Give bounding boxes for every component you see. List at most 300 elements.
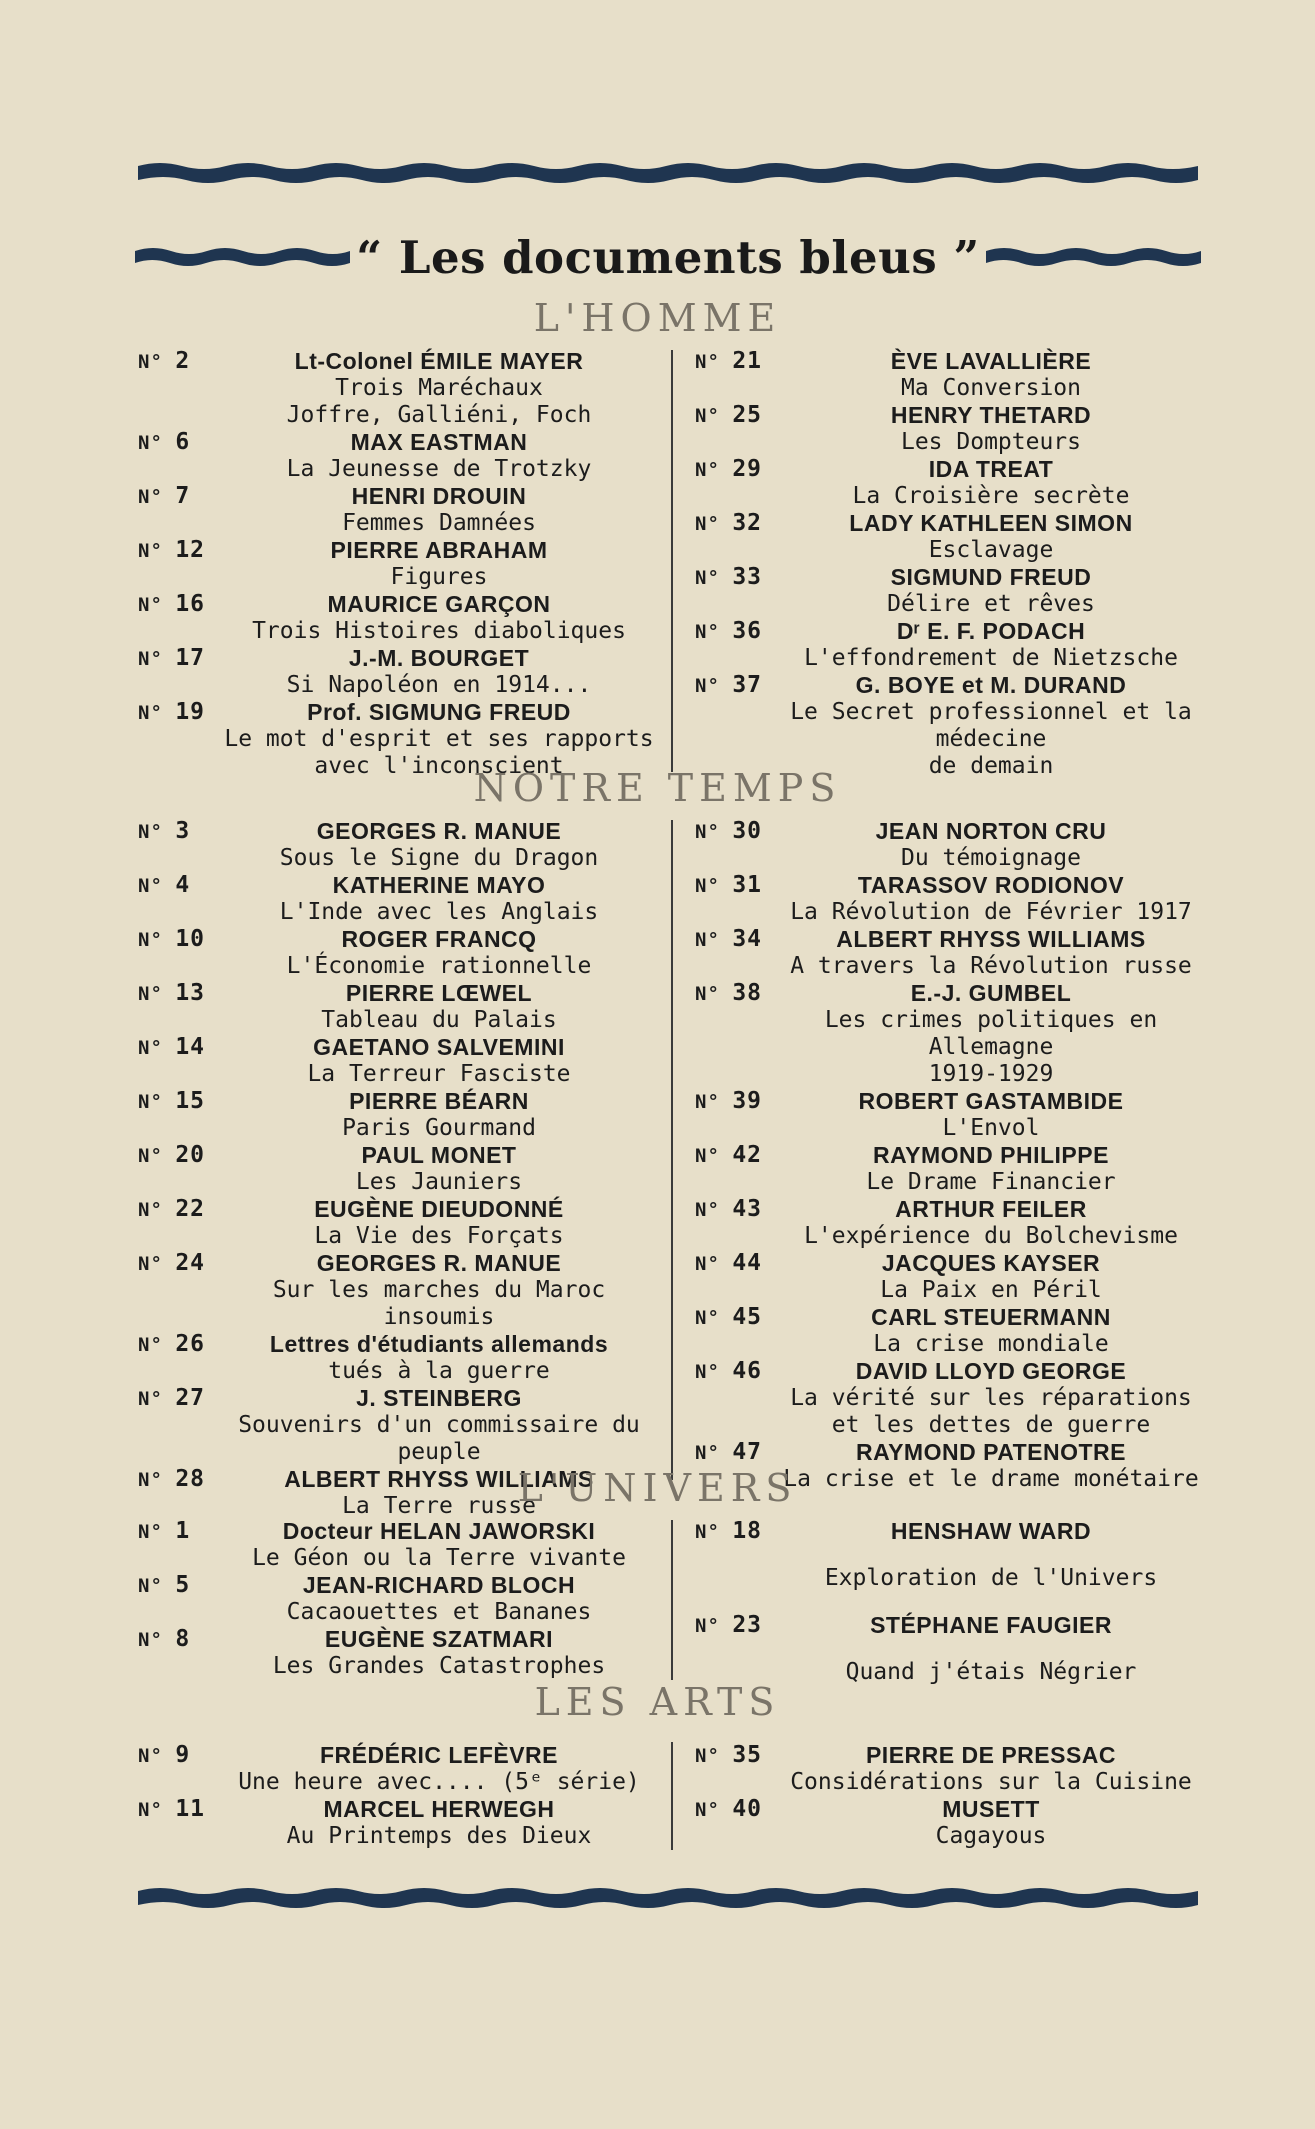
entry-body (220, 591, 658, 645)
entry-title: L'Économie rationnelle (286, 953, 592, 979)
entry-body (777, 402, 1205, 456)
entry-number-value: 9 (175, 1742, 191, 1768)
section-heading: L'UNIVERS (517, 1466, 798, 1510)
number-prefix: N° (695, 1145, 733, 1167)
catalog-column-right (695, 1742, 1205, 1850)
number-prefix: N° (138, 1145, 176, 1167)
entry-body (777, 1358, 1205, 1439)
entry-title: Souvenirs d'un commissaire du peuple (238, 1412, 640, 1465)
catalog-entry (695, 818, 1205, 872)
entry-author: CARL STEUERMANN (871, 1304, 1111, 1330)
entry-body (777, 1304, 1205, 1358)
entry-author: SIGMUND FREUD (890, 564, 1092, 590)
entry-title: Une heure avec.... (5ᵉ série) (238, 1769, 640, 1795)
entry-number (138, 1626, 220, 1680)
entry-title: Le Géon ou la Terre vivante (252, 1545, 626, 1571)
number-prefix: N° (138, 1629, 176, 1651)
entry-body (777, 564, 1205, 618)
number-prefix: N° (138, 875, 176, 897)
entry-author: Docteur HELAN JAWORSKI (282, 1518, 596, 1544)
number-prefix: N° (138, 1799, 176, 1821)
entry-author: LADY KATHLEEN SIMON (849, 510, 1133, 536)
number-prefix: N° (695, 929, 733, 951)
entry-title: L'Envol (942, 1115, 1040, 1141)
number-prefix: N° (138, 1334, 176, 1356)
catalog-entry (138, 980, 658, 1034)
entry-author: HENRI DROUIN (351, 483, 527, 509)
entry-author: ROGER FRANCQ (341, 926, 537, 952)
number-prefix: N° (695, 675, 733, 697)
entry-author: Prof. SIGMUNG FREUD (307, 699, 571, 725)
catalog-entry (695, 672, 1205, 780)
number-prefix: N° (695, 875, 733, 897)
entry-author: ALBERT RHYSS WILLIAMS (284, 1466, 594, 1492)
number-prefix: N° (138, 648, 176, 670)
entry-number (695, 456, 777, 510)
entry-title: Du témoignage (900, 845, 1081, 871)
entry-number-value: 36 (732, 618, 763, 644)
number-prefix: N° (138, 1575, 176, 1597)
entry-number-value: 38 (732, 980, 763, 1006)
entry-number-value: 44 (732, 1250, 763, 1276)
entry-number (695, 926, 777, 980)
entry-number-value: 11 (175, 1796, 206, 1822)
entry-author: GEORGES R. MANUE (316, 818, 562, 844)
entry-number-value: 19 (175, 699, 206, 725)
title-right-wave (986, 245, 1201, 269)
entry-number-value: 40 (732, 1796, 763, 1822)
entry-number (695, 672, 777, 780)
entry-number-value: 25 (732, 402, 763, 428)
entry-author: ÈVE LAVALLIÈRE (890, 348, 1092, 374)
number-prefix: N° (695, 1799, 733, 1821)
catalog-entry (695, 1358, 1205, 1439)
catalog-column-right (695, 818, 1205, 1493)
entry-body (220, 1331, 658, 1385)
catalog-entry (695, 1142, 1205, 1196)
entry-author: Lettres d'étudiants allemands (269, 1331, 609, 1357)
entry-author: JACQUES KAYSER (881, 1250, 1101, 1276)
entry-number-value: 22 (175, 1196, 206, 1222)
number-prefix: N° (695, 513, 733, 535)
entry-title: Le Secret professionnel et la médecine de demain (790, 699, 1192, 779)
entry-body (220, 1572, 658, 1626)
entry-body (777, 1796, 1205, 1850)
entry-author: ROBERT GASTAMBIDE (858, 1088, 1124, 1114)
entry-number-value: 10 (175, 926, 206, 952)
entry-number-value: 18 (732, 1518, 763, 1544)
entry-author: Lt-Colonel ÉMILE MAYER (294, 348, 584, 374)
entry-author: E.-J. GUMBEL (910, 980, 1072, 1006)
entry-body (777, 510, 1205, 564)
entry-number-value: 14 (175, 1034, 206, 1060)
entry-author: MAURICE GARÇON (327, 591, 551, 617)
entry-author: STÉPHANE FAUGIER (870, 1612, 1112, 1638)
entry-title: La vérité sur les réparations et les dettes de guerre (790, 1385, 1192, 1438)
entry-number (695, 564, 777, 618)
entry-author: ARTHUR FEILER (895, 1196, 1087, 1222)
entry-author: PIERRE LŒWEL (345, 980, 533, 1006)
entry-title: Sur les marches du Maroc insoumis (272, 1277, 606, 1330)
entry-number-value: 37 (732, 672, 763, 698)
entry-number-value: 12 (175, 537, 206, 563)
catalog-entry (138, 1142, 658, 1196)
catalog-entry (695, 618, 1205, 672)
entry-number-value: 26 (175, 1331, 206, 1357)
catalog-column-left (138, 348, 658, 780)
entry-number-value: 16 (175, 591, 206, 617)
entry-number-value: 27 (175, 1385, 206, 1411)
entry-number-value: 46 (732, 1358, 763, 1384)
number-prefix: N° (138, 1037, 176, 1059)
number-prefix: N° (695, 459, 733, 481)
entry-number (695, 348, 777, 402)
catalog-entry (138, 1626, 658, 1680)
entry-author: J. STEINBERG (356, 1385, 522, 1411)
entry-number-value: 5 (175, 1572, 191, 1598)
catalog-entry (695, 510, 1205, 564)
entry-body (777, 872, 1205, 926)
number-prefix: N° (138, 540, 176, 562)
entry-number (695, 1518, 777, 1592)
entry-title: La Paix en Péril (880, 1277, 1102, 1303)
catalog-entry (138, 591, 658, 645)
catalog-entry (695, 402, 1205, 456)
entry-body (777, 1612, 1205, 1686)
section-heading: LES ARTS (534, 1680, 781, 1724)
entry-body (220, 537, 658, 591)
entry-title: Cacaouettes et Bananes (286, 1599, 592, 1625)
entry-number-value: 6 (175, 429, 191, 455)
entry-number (695, 872, 777, 926)
entry-number-value: 42 (732, 1142, 763, 1168)
catalog-entry (138, 1034, 658, 1088)
number-prefix: N° (138, 929, 176, 951)
entry-title: La Jeunesse de Trotzky (286, 456, 592, 482)
title-left-wave (135, 245, 350, 269)
entry-body (220, 1196, 658, 1250)
entry-number (138, 1088, 220, 1142)
entry-body (777, 348, 1205, 402)
entry-title: Sous le Signe du Dragon (279, 845, 599, 871)
entry-body (777, 926, 1205, 980)
entry-number (695, 1088, 777, 1142)
entry-body (220, 872, 658, 926)
entry-number (695, 980, 777, 1088)
catalog-entry (138, 1088, 658, 1142)
entry-number-value: 3 (175, 818, 191, 844)
entry-number (138, 645, 220, 699)
entry-author: PIERRE BÉARN (349, 1088, 529, 1114)
catalog-entry (138, 1518, 658, 1572)
number-prefix: N° (138, 1388, 176, 1410)
number-prefix: N° (138, 594, 176, 616)
entry-body (777, 618, 1205, 672)
number-prefix: N° (138, 1521, 176, 1543)
entry-body (220, 1250, 658, 1331)
entry-title: La crise mondiale (873, 1331, 1109, 1357)
catalog-entry (138, 1196, 658, 1250)
number-prefix: N° (138, 702, 176, 724)
entry-author: RAYMOND PATENOTRE (855, 1439, 1127, 1465)
entry-title: tués à la guerre (328, 1358, 550, 1384)
number-prefix: N° (138, 351, 176, 373)
entry-number (138, 1572, 220, 1626)
entry-author: EUGÈNE DIEUDONNÉ (314, 1196, 564, 1222)
catalog-entry (695, 1796, 1205, 1850)
entry-body (220, 1034, 658, 1088)
number-prefix: N° (695, 1361, 733, 1383)
number-prefix: N° (138, 432, 176, 454)
entry-number (138, 980, 220, 1034)
entry-title: Les Jauniers (355, 1169, 523, 1195)
entry-body (777, 1196, 1205, 1250)
entry-number (138, 1250, 220, 1331)
entry-author: PAUL MONET (361, 1142, 517, 1168)
catalog-column-left (138, 1742, 658, 1850)
entry-number-value: 35 (732, 1742, 763, 1768)
entry-title: Les Grandes Catastrophes (272, 1653, 606, 1679)
entry-number (138, 872, 220, 926)
entry-title: L'expérience du Bolchevisme (804, 1223, 1178, 1249)
number-prefix: N° (138, 1253, 176, 1275)
catalog-entry (695, 1250, 1205, 1304)
number-prefix: N° (695, 1091, 733, 1113)
entry-title: La Vie des Forçats (314, 1223, 564, 1249)
entry-author: FRÉDÉRIC LEFÈVRE (319, 1742, 559, 1768)
entry-number (695, 1142, 777, 1196)
entry-number-value: 39 (732, 1088, 763, 1114)
entry-number-value: 8 (175, 1626, 191, 1652)
catalog-entry (138, 926, 658, 980)
entry-number-value: 13 (175, 980, 206, 1006)
entry-number-value: 45 (732, 1304, 763, 1330)
entry-author: JEAN-RICHARD BLOCH (302, 1572, 576, 1598)
entry-number (138, 483, 220, 537)
page-title: “ Les documents bleus ” (356, 230, 980, 284)
entry-number (695, 1358, 777, 1439)
entry-number (138, 1796, 220, 1850)
entry-title: La Terreur Fasciste (307, 1061, 571, 1087)
catalog-entry (138, 483, 658, 537)
entry-number (138, 1034, 220, 1088)
catalog-entry (695, 872, 1205, 926)
number-prefix: N° (138, 1199, 176, 1221)
entry-number (138, 537, 220, 591)
entry-number (695, 1612, 777, 1686)
number-prefix: N° (695, 405, 733, 427)
entry-author: GEORGES R. MANUE (316, 1250, 562, 1276)
catalog-column-right (695, 348, 1205, 780)
entry-title: La crise et le drame monétaire (783, 1466, 1199, 1492)
catalog-entry (695, 1612, 1205, 1686)
entry-body (777, 456, 1205, 510)
entry-number (138, 429, 220, 483)
section-heading: L'HOMME (533, 296, 782, 340)
entry-number (138, 1331, 220, 1385)
entry-title: Exploration de l'Univers (824, 1565, 1158, 1591)
catalog-entry (138, 872, 658, 926)
column-divider (671, 350, 673, 772)
number-prefix: N° (695, 1745, 733, 1767)
entry-title: L'effondrement de Nietzsche (804, 645, 1178, 671)
number-prefix: N° (695, 1442, 733, 1464)
entry-number-value: 47 (732, 1439, 763, 1465)
entry-title: Tableau du Palais (321, 1007, 557, 1033)
entry-author: MAX EASTMAN (350, 429, 528, 455)
entry-body (777, 1742, 1205, 1796)
entry-author: JEAN NORTON CRU (875, 818, 1107, 844)
entry-number (138, 1196, 220, 1250)
entry-body (220, 1796, 658, 1850)
entry-title: Le mot d'esprit et ses rapports avec l'inconscient (224, 726, 654, 779)
entry-body (220, 348, 658, 429)
number-prefix: N° (138, 1745, 176, 1767)
entry-number (695, 1304, 777, 1358)
catalog-entry (138, 1572, 658, 1626)
entry-author: MUSETT (942, 1796, 1040, 1822)
number-prefix: N° (695, 621, 733, 643)
entry-title: La Révolution de Février 1917 (790, 899, 1192, 925)
entry-number (695, 818, 777, 872)
entry-body (220, 1518, 658, 1572)
entry-title: La Croisière secrète (852, 483, 1130, 509)
entry-number (138, 1385, 220, 1466)
number-prefix: N° (695, 1307, 733, 1329)
top-wave-rule (138, 160, 1198, 186)
entry-number-value: 31 (732, 872, 763, 898)
entry-title: Délire et rêves (887, 591, 1095, 617)
entry-number-value: 15 (175, 1088, 206, 1114)
column-divider (671, 1520, 673, 1680)
entry-number (138, 1742, 220, 1796)
entry-title: Au Printemps des Dieux (286, 1823, 592, 1849)
number-prefix: N° (138, 486, 176, 508)
entry-author: GAETANO SALVEMINI (313, 1034, 565, 1060)
catalog-column-left (138, 1518, 658, 1680)
entry-number (695, 1742, 777, 1796)
entry-body (777, 818, 1205, 872)
entry-body (777, 1142, 1205, 1196)
entry-number (138, 1518, 220, 1572)
entry-number-value: 20 (175, 1142, 206, 1168)
number-prefix: N° (695, 821, 733, 843)
number-prefix: N° (695, 567, 733, 589)
title-row (135, 232, 1201, 282)
entry-body (220, 429, 658, 483)
entry-title: Si Napoléon en 1914... (286, 672, 592, 698)
entry-number (695, 1196, 777, 1250)
entry-author: HENRY THETARD (890, 402, 1092, 428)
section-heading: NOTRE TEMPS (473, 766, 842, 810)
entry-number (695, 510, 777, 564)
entry-body (777, 672, 1205, 780)
number-prefix: N° (138, 1469, 176, 1491)
catalog-entry (138, 348, 658, 429)
entry-body (220, 645, 658, 699)
entry-author: ALBERT RHYSS WILLIAMS (836, 926, 1146, 952)
entry-number-value: 30 (732, 818, 763, 844)
catalog-entry (138, 1250, 658, 1331)
catalog-entry (138, 537, 658, 591)
entry-number-value: 43 (732, 1196, 763, 1222)
entry-author: TARASSOV RODIONOV (857, 872, 1125, 898)
entry-number-value: 34 (732, 926, 763, 952)
entry-title: Trois Histoires diaboliques (252, 618, 626, 644)
entry-author: KATHERINE MAYO (332, 872, 546, 898)
entry-author: HENSHAW WARD (890, 1518, 1092, 1544)
catalog-entry (695, 1196, 1205, 1250)
catalog-entry (695, 1088, 1205, 1142)
entry-title: Paris Gourmand (342, 1115, 536, 1141)
entry-body (220, 1088, 658, 1142)
entry-body (777, 1250, 1205, 1304)
entry-body (220, 980, 658, 1034)
catalog-entry (695, 1518, 1205, 1592)
entry-body (220, 1142, 658, 1196)
entry-title: Le Drame Financier (866, 1169, 1116, 1195)
entry-title: La Terre russe (342, 1493, 536, 1519)
entry-number-value: 32 (732, 510, 763, 536)
entry-title: Cagayous (935, 1823, 1047, 1849)
entry-number (695, 1250, 777, 1304)
number-prefix: N° (695, 351, 733, 373)
entry-number (695, 1796, 777, 1850)
entry-title: A travers la Révolution russe (790, 953, 1192, 979)
entry-body (220, 818, 658, 872)
entry-number-value: 21 (732, 348, 763, 374)
catalog-entry (695, 1742, 1205, 1796)
number-prefix: N° (695, 1199, 733, 1221)
entry-author: IDA TREAT (928, 456, 1054, 482)
entry-title: Ma Conversion (900, 375, 1081, 401)
entry-body (777, 1088, 1205, 1142)
catalog-entry (695, 926, 1205, 980)
entry-title: Trois Maréchaux Joffre, Galliéni, Foch (286, 375, 592, 428)
catalog-entry (695, 1304, 1205, 1358)
number-prefix: N° (138, 983, 176, 1005)
catalog-entry (138, 645, 658, 699)
catalog-column-left (138, 818, 658, 1520)
catalog-column-right (695, 1518, 1205, 1706)
entry-author: MARCEL HERWEGH (323, 1796, 555, 1822)
entry-number-value: 28 (175, 1466, 206, 1492)
entry-author: EUGÈNE SZATMARI (324, 1626, 554, 1652)
entry-number (138, 1142, 220, 1196)
entry-body (220, 1626, 658, 1680)
entry-number (695, 618, 777, 672)
entry-number-value: 33 (732, 564, 763, 590)
entry-number-value: 4 (175, 872, 191, 898)
entry-title: Les Dompteurs (900, 429, 1081, 455)
entry-number-value: 17 (175, 645, 206, 671)
entry-body (777, 980, 1205, 1088)
entry-author: Dʳ E. F. PODACH (896, 618, 1086, 644)
entry-author: DAVID LLOYD GEORGE (855, 1358, 1127, 1384)
entry-author: G. BOYE et M. DURAND (855, 672, 1127, 698)
number-prefix: N° (695, 1615, 733, 1637)
entry-number (695, 402, 777, 456)
entry-title: Figures (390, 564, 488, 590)
entry-author: RAYMOND PHILIPPE (873, 1142, 1109, 1168)
catalog-entry (695, 980, 1205, 1088)
number-prefix: N° (695, 1521, 733, 1543)
entry-body (220, 483, 658, 537)
entry-number (138, 818, 220, 872)
entry-author: PIERRE ABRAHAM (330, 537, 548, 563)
entry-number (138, 348, 220, 429)
entry-number-value: 7 (175, 483, 191, 509)
